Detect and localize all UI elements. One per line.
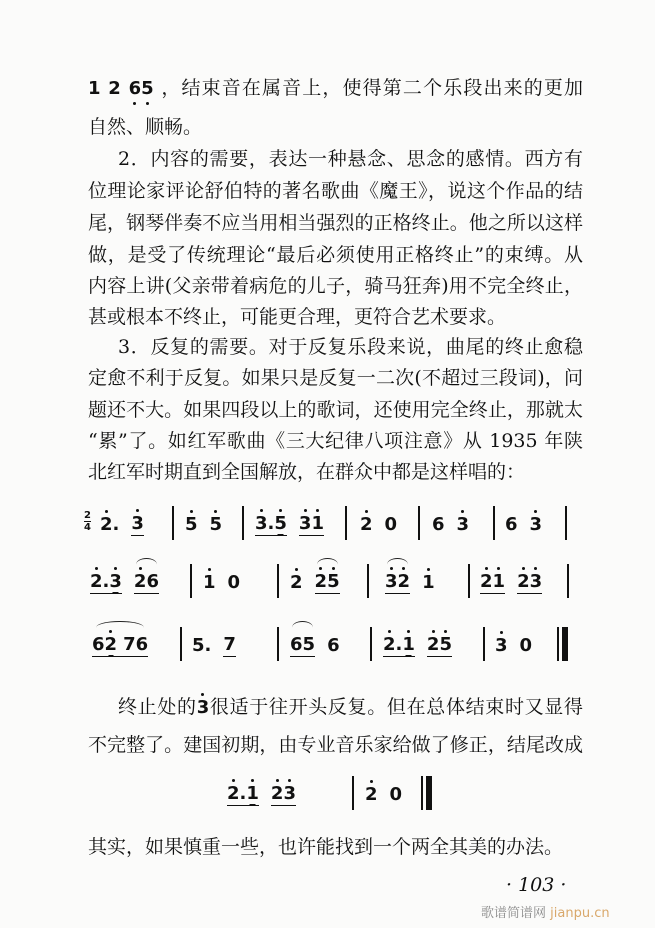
watermark-url: jianpu.cn	[550, 906, 610, 921]
text-line: 内容上讲(父亲带着病危的儿子，骑马狂奔)用不完全终止，	[88, 275, 583, 297]
note: 3	[385, 571, 398, 592]
final-barline	[562, 627, 568, 661]
note: 5	[439, 634, 452, 655]
score-row	[0, 631, 655, 661]
note: 7	[223, 634, 236, 655]
score-row	[0, 510, 655, 540]
note: 2	[227, 783, 240, 804]
note-group	[385, 572, 410, 594]
note-group	[223, 635, 236, 657]
note-group	[290, 635, 315, 657]
note-group	[422, 573, 435, 593]
note: 2	[270, 783, 284, 804]
note: 2	[90, 571, 103, 592]
note-group	[203, 573, 216, 593]
measure	[290, 631, 352, 661]
note: 6	[290, 634, 303, 655]
note-group	[520, 636, 533, 656]
note-group	[131, 514, 144, 536]
barline	[180, 627, 182, 661]
measure	[365, 780, 414, 810]
note: 3	[456, 514, 470, 535]
text-line: 2．内容的需要，表达一种悬念、思念的感情。西方有	[118, 148, 583, 170]
measure	[192, 631, 248, 661]
text-line: 位理论家评论舒伯特的著名歌曲《魔王》，说这个作品的结	[88, 180, 583, 202]
text-line: 不完整了。建国初期，由专业音乐家给做了修正，结尾改成	[88, 734, 583, 756]
note: 6	[92, 634, 105, 655]
note-group	[365, 785, 378, 805]
barline	[242, 506, 244, 540]
note-group	[271, 784, 296, 806]
barline	[370, 627, 372, 661]
note: 2	[365, 784, 378, 805]
augmentation-dot: .	[267, 513, 275, 534]
note: 1	[246, 783, 259, 804]
text-line	[118, 695, 583, 719]
final-barline	[426, 776, 432, 810]
note: 2	[314, 571, 328, 592]
note-group	[360, 515, 373, 535]
note: 3	[255, 513, 268, 534]
note: 1	[492, 571, 506, 592]
note-group	[505, 515, 518, 535]
note: 3	[109, 571, 122, 592]
barline	[277, 564, 279, 598]
note-group	[530, 515, 543, 535]
text-line: 题还不大。如果四段以上的歌词，还使用完全终止，那就太	[88, 399, 583, 421]
note: 5	[141, 78, 154, 99]
note: 1	[311, 513, 324, 534]
measure	[90, 568, 171, 598]
measure	[92, 631, 160, 661]
note: 7	[123, 634, 136, 655]
barline	[468, 564, 470, 598]
note-group	[192, 636, 211, 656]
note-group	[185, 515, 198, 535]
note-group	[299, 514, 324, 536]
note-group	[327, 636, 340, 656]
note: 3	[529, 514, 543, 535]
note: 6	[505, 514, 518, 535]
note: 5	[302, 634, 316, 655]
note-group	[227, 784, 259, 806]
note: 5	[274, 513, 287, 534]
barline	[190, 564, 192, 598]
note-group	[427, 635, 452, 657]
score-row	[0, 568, 655, 598]
note: 2	[133, 571, 147, 592]
note: 2	[383, 634, 396, 655]
measure	[432, 510, 481, 540]
note-group	[390, 785, 403, 805]
note: 3	[529, 571, 543, 592]
text-line: 自然、顺畅。	[88, 116, 203, 138]
text-line: 做，是受了传统理论“最后必须使用正格终止”的束缚。从	[88, 244, 583, 266]
note: 1	[203, 572, 216, 593]
slur	[96, 621, 143, 634]
note-group	[92, 635, 148, 657]
barline	[418, 506, 420, 540]
watermark-text: 歌谱简谱网	[481, 906, 547, 921]
note: 3	[298, 513, 312, 534]
note-group	[480, 572, 505, 594]
note: 1	[402, 634, 415, 655]
note: 3	[131, 513, 144, 534]
text-line: 其实，如果慎重一些，也许能找到一个两全其美的办法。	[88, 836, 564, 858]
inline-jianpu	[88, 77, 161, 99]
watermark	[481, 902, 610, 921]
barline	[483, 627, 485, 661]
note: 0	[519, 635, 533, 656]
note-group	[457, 515, 470, 535]
note-group	[315, 572, 340, 594]
note: 6	[146, 571, 159, 592]
note: 2	[517, 571, 530, 592]
measure	[185, 510, 234, 540]
note: 6	[128, 78, 142, 99]
augmentation-dot: .	[112, 514, 120, 535]
measure	[290, 568, 352, 598]
note-group	[385, 515, 398, 535]
measure	[203, 568, 252, 598]
note: 0	[384, 514, 398, 535]
note-group	[134, 572, 159, 594]
barline	[277, 627, 279, 661]
note: 1	[422, 572, 435, 593]
barline	[493, 506, 495, 540]
text-line	[88, 76, 583, 100]
text: 很适于往开头反复。但在总体结束时又显得	[209, 696, 583, 718]
measure	[100, 510, 156, 540]
text-line: 尾，钢琴伴奏不应当用相当强烈的正格终止。他之所以这样	[88, 212, 583, 234]
note: 5	[192, 635, 205, 656]
measure	[255, 510, 336, 540]
inline-note: 3	[196, 697, 210, 718]
note: 3	[495, 635, 508, 656]
augmentation-dot: .	[239, 783, 247, 804]
note-group	[495, 636, 508, 656]
note-group	[210, 515, 223, 535]
time-signature-bottom: 4	[84, 522, 91, 533]
note: 5	[185, 514, 198, 535]
note: 6	[432, 514, 445, 535]
measure	[495, 631, 544, 661]
text: 终止处的	[118, 696, 197, 718]
measure	[383, 631, 464, 661]
measure	[505, 510, 554, 540]
measure	[480, 568, 554, 598]
text-line: “累”了。如红军歌曲《三大纪律八项注意》从 1935 年陕	[88, 430, 583, 452]
measure	[385, 568, 447, 598]
barline	[567, 564, 569, 598]
measure	[227, 780, 308, 810]
note: 3	[283, 783, 296, 804]
note: 2	[100, 514, 113, 535]
text: ，结束音在属音上，使得第二个乐段出来的更加	[161, 77, 583, 99]
note-group	[255, 514, 287, 536]
page-number: · 103 ·	[506, 874, 567, 896]
slur	[292, 621, 313, 634]
text-line: 甚或根本不终止，可能更合理，更符合艺术要求。	[88, 306, 507, 328]
text-line: 定愈不利于反复。如果只是反复一二次(不超过三段词)，问	[88, 367, 583, 389]
note: 0	[227, 572, 241, 593]
barline	[352, 776, 354, 810]
measure	[360, 510, 409, 540]
text-line: 3．反复的需要。对于反复乐段来说，曲尾的终止愈稳	[118, 336, 583, 358]
note: 0	[389, 784, 403, 805]
augmentation-dot: .	[102, 571, 110, 592]
note-group	[517, 572, 542, 594]
note: 6	[135, 634, 149, 655]
note-group	[290, 573, 303, 593]
time-signature-top: 2	[84, 510, 91, 521]
note: 2	[426, 634, 440, 655]
barline	[367, 564, 369, 598]
barline	[345, 506, 347, 540]
note: 2	[480, 571, 493, 592]
barline	[172, 506, 174, 540]
note-group	[90, 572, 122, 594]
note: 2	[108, 78, 121, 99]
barline	[565, 506, 567, 540]
text-line: 北红军时期直到全国解放，在群众中都是这样唱的：	[88, 461, 526, 483]
note: 1	[88, 78, 101, 99]
note: 5	[327, 571, 340, 592]
note: 5	[209, 514, 223, 535]
note-group	[100, 515, 119, 535]
note-group	[432, 515, 445, 535]
note-group	[228, 573, 241, 593]
note: 6	[327, 635, 340, 656]
augmentation-dot: .	[204, 635, 212, 656]
augmentation-dot: .	[395, 634, 403, 655]
note: 2	[360, 514, 373, 535]
note: 2	[397, 571, 411, 592]
note-group	[383, 635, 415, 657]
note: 2	[290, 572, 303, 593]
note: 2	[104, 634, 118, 655]
score-row	[0, 780, 655, 810]
